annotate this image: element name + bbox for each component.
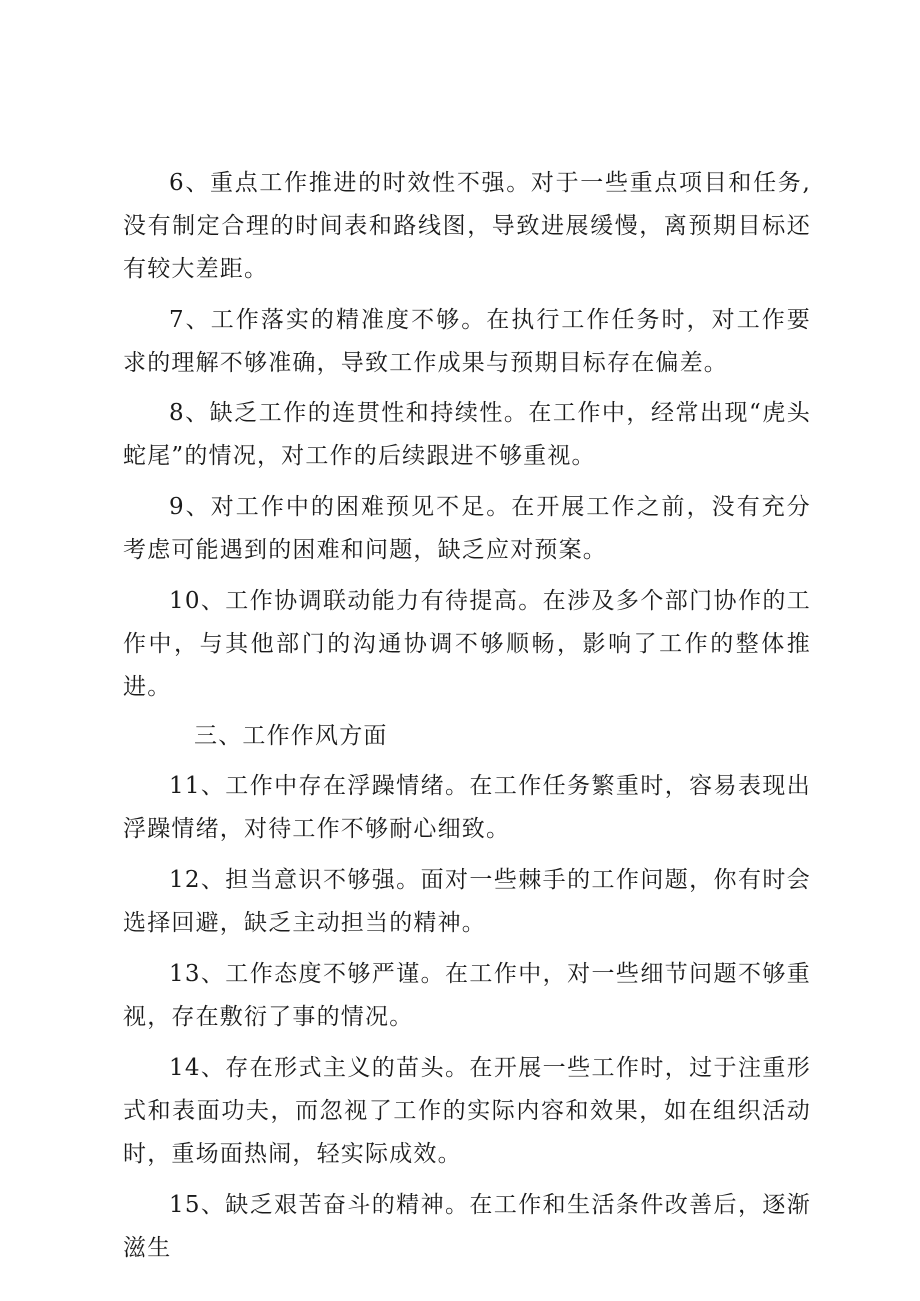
paragraph-item-13: 13、工作态度不够严谨。在工作中，对一些细节问题不够重视，存在敷衍了事的情况。 <box>123 961 811 1030</box>
document-body <box>123 162 811 1270</box>
paragraph-item-9: 9、对工作中的困难预见不足。在开展工作之前，没有充分考虑可能遇到的困难和问题，缺乏应对预案。 <box>123 494 811 563</box>
paragraph-item-7: 7、工作落实的精准度不够。在执行工作任务时，对工作要求的理解不够准确，导致工作成果与预期目标存在偏差。 <box>123 307 811 376</box>
paragraph-item-6: 6、重点工作推进的时效性不强。对于一些重点项目和任务,没有制定合理的时间表和路线图，导致进展缓慢，离预期目标还有较大差距。 <box>123 170 811 282</box>
paragraph-item-10: 10、工作协调联动能力有待提高。在涉及多个部门协作的工作中，与其他部门的沟通协调不够顺畅，影响了工作的整体推进。 <box>123 588 811 700</box>
section-heading: 三、工作作风方面 <box>194 723 388 749</box>
paragraph-item-11: 11、工作中存在浮躁情绪。在工作任务繁重时，容易表现出浮躁情绪，对待工作不够耐心细致。 <box>123 773 811 842</box>
paragraph-item-8: 8、缺乏工作的连贯性和持续性。在工作中，经常出现“虎头蛇尾”的情况，对工作的后续跟进不够重视。 <box>123 400 811 469</box>
paragraph-item-15: 15、缺乏艰苦奋斗的精神。在工作和生活条件改善后，逐渐滋生 <box>123 1192 811 1261</box>
paragraph-item-12: 12、担当意识不够强。面对一些棘手的工作问题，你有时会选择回避，缺乏主动担当的精神。 <box>123 867 811 936</box>
paragraph-item-14: 14、存在形式主义的苗头。在开展一些工作时，过于注重形式和表面功夫，而忽视了工作的实际内容和效果，如在组织活动时，重场面热闹，轻实际成效。 <box>123 1055 811 1167</box>
